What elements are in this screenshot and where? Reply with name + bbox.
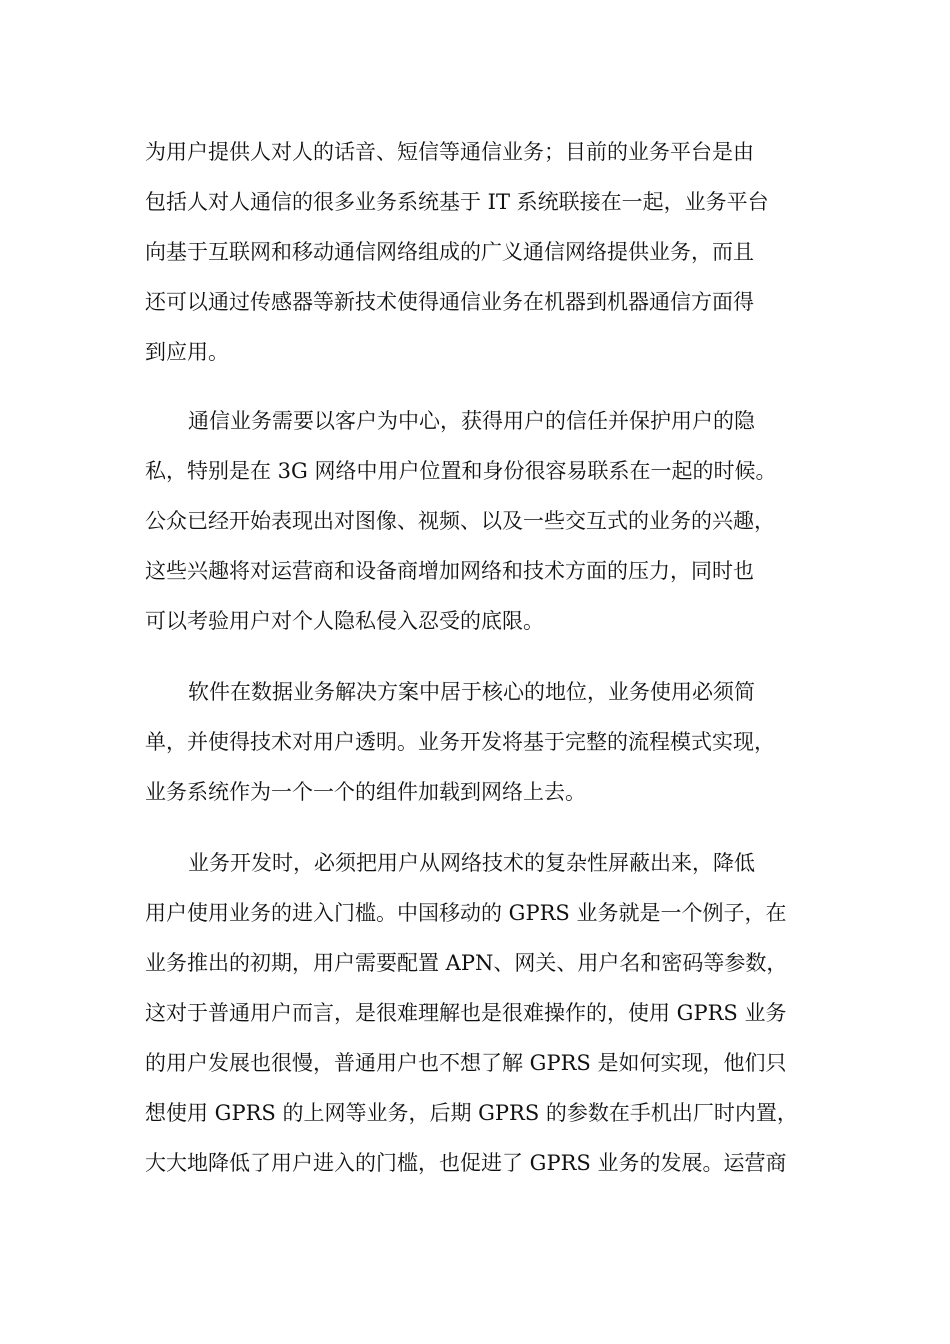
text-line: 用户使用业务的进入门槛。中国移动的 GPRS 业务就是一个例子，在 [145,901,787,925]
text-line: 到应用。 [145,340,229,364]
text-line: 的用户发展也很慢，普通用户也不想了解 GPRS 是如何实现，他们只 [145,1051,787,1075]
text-line: 这些兴趣将对运营商和设备商增加网络和技术方面的压力，同时也 [145,559,754,583]
paragraph-first-line: 通信业务需要以客户为中心，获得用户的信任并保护用户的隐 [188,409,755,433]
text-line: 包括人对人通信的很多业务系统基于 IT 系统联接在一起，业务平台 [145,190,769,214]
text-line: 单，并使得技术对用户透明。业务开发将基于完整的流程模式实现， [145,730,775,754]
text-line: 这对于普通用户而言，是很难理解也是很难操作的，使用 GPRS 业务 [145,1001,787,1025]
text-line: 私，特别是在 3G 网络中用户位置和身份很容易联系在一起的时候。 [145,459,777,483]
paragraph-first-line: 软件在数据业务解决方案中居于核心的地位，业务使用必须简 [188,680,755,704]
text-line: 业务推出的初期，用户需要配置 APN、网关、用户名和密码等参数， [145,951,788,975]
text-line: 大大地降低了用户进入的门槛，也促进了 GPRS 业务的发展。运营商 [145,1151,787,1175]
paragraph-first-line: 业务开发时，必须把用户从网络技术的复杂性屏蔽出来，降低 [188,851,755,875]
text-line: 业务系统作为一个一个的组件加载到网络上去。 [145,780,586,804]
text-line: 公众已经开始表现出对图像、视频、以及一些交互式的业务的兴趣， [145,509,775,533]
text-line: 可以考验用户对个人隐私侵入忍受的底限。 [145,609,544,633]
text-line: 为用户提供人对人的话音、短信等通信业务；目前的业务平台是由 [145,140,754,164]
text-line: 还可以通过传感器等新技术使得通信业务在机器到机器通信方面得 [145,290,754,314]
text-line: 想使用 GPRS 的上网等业务，后期 GPRS 的参数在手机出厂时内置， [145,1101,798,1125]
text-line: 向基于互联网和移动通信网络组成的广义通信网络提供业务，而且 [145,240,754,264]
